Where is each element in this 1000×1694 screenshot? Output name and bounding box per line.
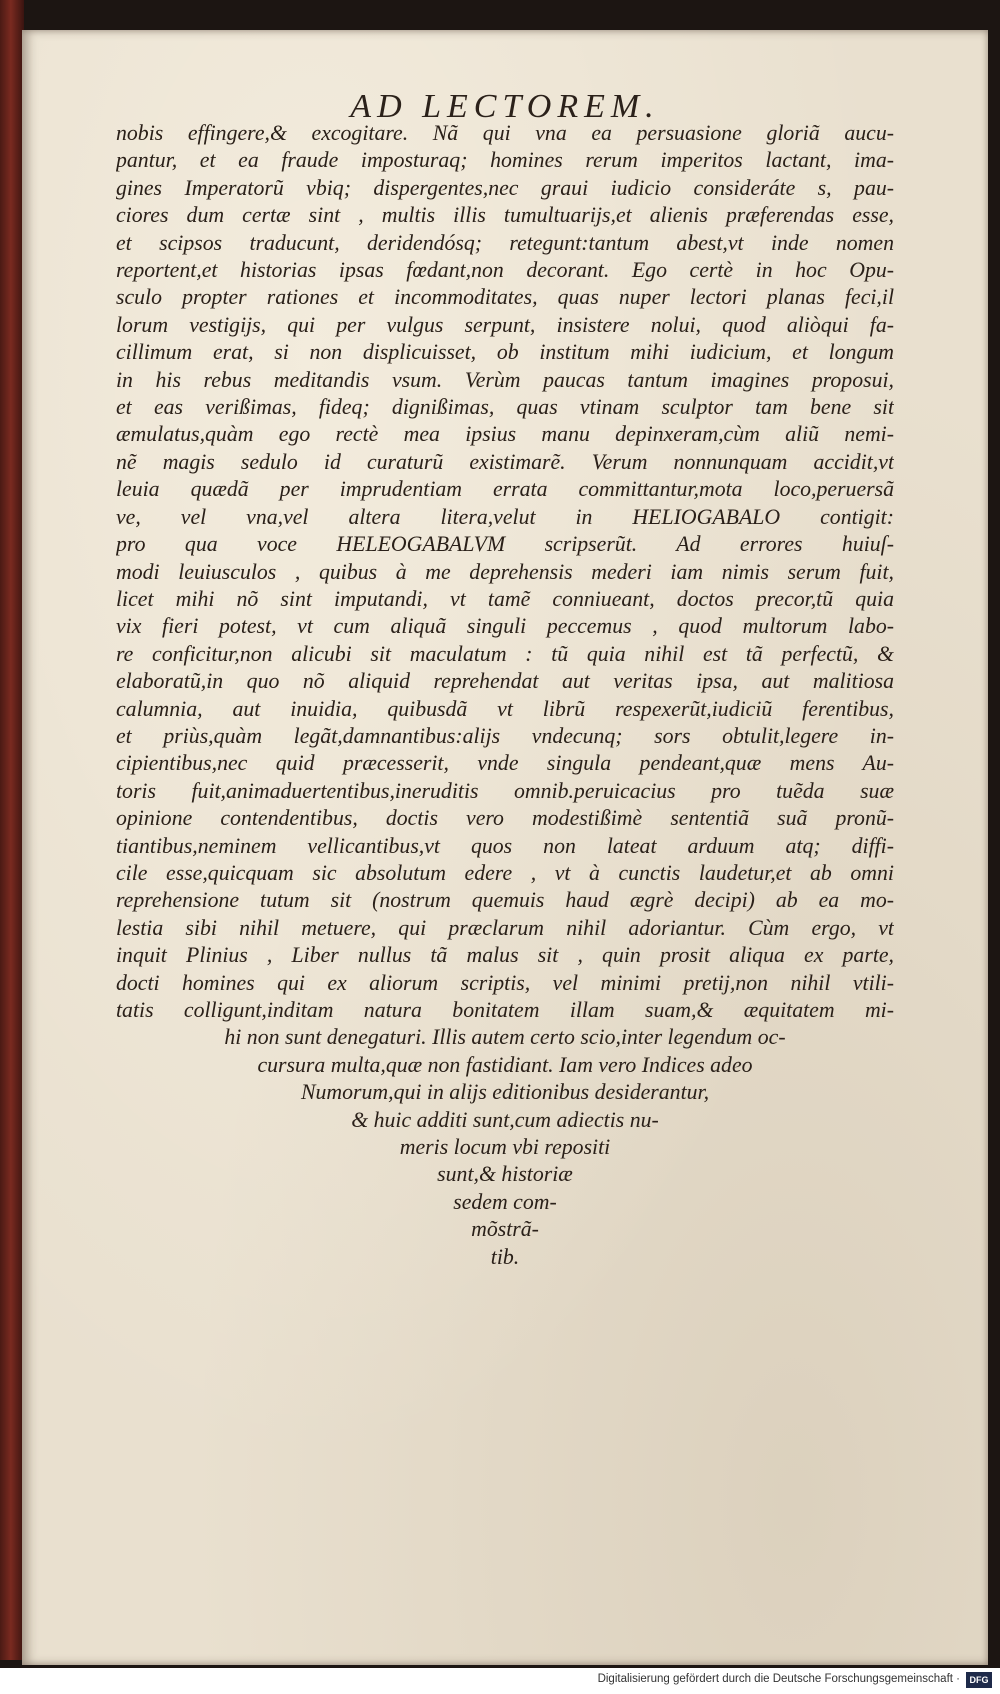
text-line: et scipsos traducunt, deridendósq; retegunt:tantum abest,vt inde nomen bbox=[116, 230, 894, 255]
taper-lines bbox=[116, 1024, 894, 1271]
taper-line: tib. bbox=[490, 1244, 520, 1269]
text-line: æmulatus,quàm ego rectè mea ipsius manu depinxeram,cùm aliũ nemi- bbox=[116, 422, 894, 447]
text-line: nẽ magis sedulo id curaturũ existimarẽ. Verum nonnunquam accidit,vt bbox=[116, 449, 894, 474]
body-lines bbox=[116, 120, 894, 1024]
text-line: modi leuiusculos , quibus à me deprehensis mederi iam nimis serum fuit, bbox=[116, 559, 894, 584]
taper-line: & huic additi sunt,cum adiectis nu- bbox=[351, 1107, 659, 1132]
text-line: pro qua voce HELEOGABALVM scripserũt. Ad errores huiuſ- bbox=[116, 532, 894, 557]
text-line: et eas verißimas, fideq; dignißimas, quas vtinam sculptor tam bene sit bbox=[116, 395, 894, 420]
text-line: reportent,et historias ipsas fœdant,non decorant. Ego certè in hoc Opu- bbox=[116, 258, 894, 283]
text-line: sculo propter rationes et incommoditates, quas nuper lectori planas feci,il bbox=[116, 285, 894, 310]
text-line: toris fuit,animaduertentibus,ineruditis omnib.peruicacius pro tuẽda suæ bbox=[116, 778, 894, 803]
text-line: cillimum erat, si non displicuisset, ob institum mihi iudicium, et longum bbox=[116, 340, 894, 365]
text-line: elaboratũ,in quo nõ aliquid reprehendat aut veritas ipsa, aut malitiosa bbox=[116, 669, 894, 694]
text-line: tiantibus,neminem vellicantibus,vt quos non lateat arduum atq; diffi- bbox=[116, 833, 894, 858]
text-line: docti homines qui ex aliorum scriptis, vel minimi pretij,non nihil vtili- bbox=[116, 970, 894, 995]
text-line: ciores dum certæ sint , multis illis tumultuarijs,et alienis præferendas esse, bbox=[116, 203, 894, 228]
text-line: inquit Plinius , Liber nullus tã malus sit , quin prosit aliqua ex parte, bbox=[116, 943, 894, 968]
text-line: pantur, et ea fraude imposturaq; homines rerum imperitos lactant, ima- bbox=[116, 148, 894, 173]
text-line: gines Imperatorũ vbiq; dispergentes,nec graui iudicio consideráte s, pau- bbox=[116, 175, 894, 200]
text-line: reprehensione tutum sit (nostrum quemuis haud ægrè decipi) ab ea mo- bbox=[116, 888, 894, 913]
footer-credit: Digitalisierung gefördert durch die Deutsche Forschungsgemeinschaft · bbox=[597, 1673, 960, 1685]
text-line: lestia sibi nihil metuere, qui præclarum nihil adoriantur. Cùm ergo, vt bbox=[116, 915, 894, 940]
taper-line: mõstrã- bbox=[471, 1217, 539, 1242]
taper-line: cursura multa,quæ non fastidiant. Iam vero Indices adeo bbox=[257, 1052, 753, 1077]
text-line: lorum vestigijs, qui per vulgus serpunt, insistere nolui, quod aliòqui fa- bbox=[116, 312, 894, 337]
text-line: vix fieri potest, vt cum aliquã singuli peccemus , quod multorum labo- bbox=[116, 614, 894, 639]
taper-line: meris locum vbi repositi bbox=[399, 1135, 611, 1160]
text-line: calumnia, aut inuidia, quibusdã vt librũ respexerũt,iudiciũ ferentibus, bbox=[116, 696, 894, 721]
digitization-footer bbox=[0, 1668, 1000, 1694]
text-line: et priùs,quàm legãt,damnantibus:alijs vndecunq; sors obtulit,legere in- bbox=[116, 723, 894, 748]
book-page bbox=[22, 30, 988, 1665]
text-line: licet mihi nõ sint imputandi, vt tamẽ conniueant, doctos precor,tũ quia bbox=[116, 586, 894, 611]
running-head: AD LECTOREM. bbox=[350, 88, 660, 125]
text-line: in his rebus meditandis vsum. Verùm paucas tantum imagines proposui, bbox=[116, 367, 894, 392]
text-line: nobis effingere,& excogitare. Nã qui vna ea persuasione gloriã aucu- bbox=[116, 121, 894, 145]
text-line: cipientibus,nec quid præcesserit, vnde singula pendeant,quæ mens Au- bbox=[116, 751, 894, 776]
taper-line: hi non sunt denegaturi. Illis autem certo scio,inter legendum oc- bbox=[224, 1025, 786, 1050]
text-line: tatis colligunt,inditam natura bonitatem illam suam,& æquitatem mi- bbox=[116, 998, 894, 1022]
text-line: leuia quædã per imprudentiam errata committantur,mota loco,peruersã bbox=[116, 477, 894, 502]
body-text bbox=[116, 120, 894, 1271]
book-spine-edge bbox=[0, 0, 24, 1660]
dfg-logo: DFG bbox=[966, 1672, 992, 1688]
taper-line: sedem com- bbox=[453, 1189, 557, 1214]
text-line: ve, vel vna,vel altera litera,velut in HELIOGABALO contigit: bbox=[116, 504, 894, 529]
text-line: opinione contendentibus, doctis vero modestißimè sententiã suã pronũ- bbox=[116, 806, 894, 831]
taper-line: sunt,& historiæ bbox=[437, 1162, 573, 1187]
text-line: re conficitur,non alicubi sit maculatum : tũ quia nihil est tã perfectũ, & bbox=[116, 641, 894, 666]
taper-line: Numorum,qui in alijs editionibus desiderantur, bbox=[300, 1080, 710, 1105]
text-line: cile esse,quicquam sic absolutum edere , vt à cunctis laudetur,et ab omni bbox=[116, 860, 894, 885]
